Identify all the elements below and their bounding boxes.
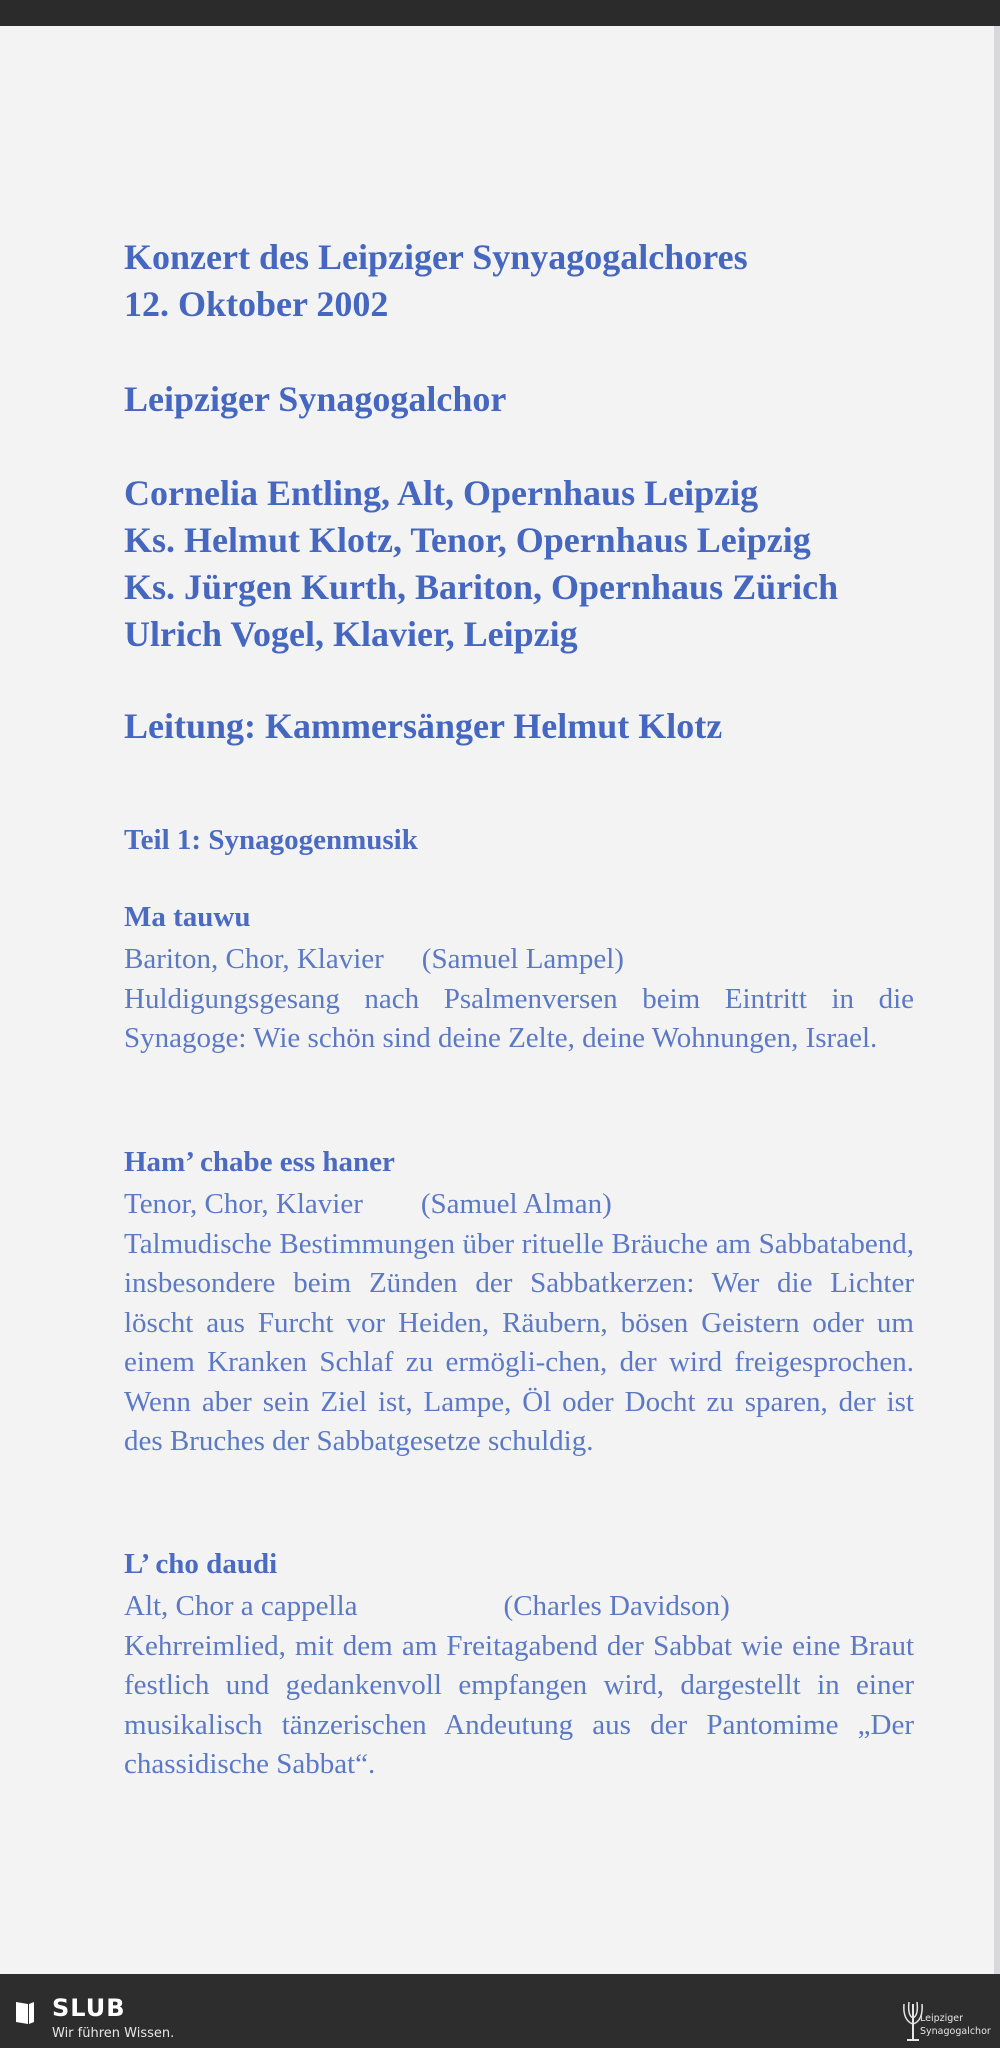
piece-entry bbox=[124, 1143, 914, 1462]
part-title: Teil 1: Synagogenmusik bbox=[124, 824, 418, 856]
piece-title: Ma tauwu bbox=[124, 901, 251, 933]
piece-composer: (Samuel Alman) bbox=[420, 1188, 612, 1220]
concert-title: Konzert des Leipziger Synyagogalchores bbox=[124, 237, 748, 277]
concert-date: 12. Oktober 2002 bbox=[124, 284, 389, 324]
library-tagline: Wir führen Wissen. bbox=[52, 2026, 175, 2041]
piece-description: Huldigungsgesang nach Psalmenversen beim Eintritt in die Synagoge: Wie schön sind deine Zelte, deine Wohnungen, Israel. bbox=[124, 982, 914, 1054]
piece-scoring: Bariton, Chor, Klavier bbox=[124, 943, 384, 975]
direction-line: Leitung: Kammersänger Helmut Klotz bbox=[124, 706, 723, 746]
piece-description: Kehrreimlied, mit dem am Freitagabend der Sabbat wie eine Braut festlich und gedankenvoll empfangen wird, dargestellt in einer musikalisch tänzerischen Andeutung aus der Pantomime „Der chassidische Sabbat“. bbox=[124, 1629, 914, 1780]
performer-item: Ks. Jürgen Kurth, Bariton, Opernhaus Zürich bbox=[124, 567, 839, 607]
slub-book-icon[interactable] bbox=[14, 2000, 36, 2026]
piece-title: Ham’ chabe ess haner bbox=[124, 1146, 395, 1178]
performer-item: Ulrich Vogel, Klavier, Leipzig bbox=[124, 614, 578, 654]
part-heading-block bbox=[124, 821, 914, 859]
partner-name bbox=[920, 2012, 996, 2038]
piece-credits bbox=[124, 940, 914, 980]
partner-line-1: Leipziger bbox=[920, 2013, 964, 2024]
ensemble-block bbox=[124, 376, 914, 423]
concert-header bbox=[124, 234, 914, 328]
piece-scoring: Tenor, Chor, Klavier bbox=[124, 1188, 363, 1220]
piece-credits bbox=[124, 1587, 914, 1627]
piece-title: L’ cho daudi bbox=[124, 1548, 278, 1580]
performers-list bbox=[124, 470, 914, 658]
library-name[interactable]: SLUB bbox=[52, 1994, 126, 2022]
piece-description: Talmudische Bestimmungen über rituelle Bräuche am Sabbatabend, insbesondere beim Zünden der Sabbatkerzen: Wer die Lichter löscht aus Furcht vor Heiden, Räubern, bösen Geistern oder um einem Kranken Schlaf zu ermögli-chen, der wird freigesprochen. Wenn aber sein Ziel ist, Lampe, Öl oder Docht zu sparen, der ist des Bruches der Sabbatgesetze schuldig. bbox=[124, 1227, 914, 1457]
piece-scoring: Alt, Chor a cappella bbox=[124, 1590, 358, 1622]
piece-composer: (Samuel Lampel) bbox=[421, 943, 624, 975]
page-edge-shadow bbox=[994, 26, 1000, 1974]
piece-credits bbox=[124, 1185, 914, 1225]
piece-entry bbox=[124, 1545, 914, 1785]
direction-block bbox=[124, 703, 914, 750]
footer-bar bbox=[0, 1974, 1000, 2048]
performer-item: Cornelia Entling, Alt, Opernhaus Leipzig bbox=[124, 473, 759, 513]
piece-entry bbox=[124, 898, 914, 1059]
piece-composer: (Charles Davidson) bbox=[503, 1590, 730, 1622]
ensemble-name: Leipziger Synagogalchor bbox=[124, 379, 507, 419]
partner-line-2: Synagogalchor bbox=[920, 2026, 991, 2037]
performer-item: Ks. Helmut Klotz, Tenor, Opernhaus Leipzig bbox=[124, 520, 811, 560]
viewer-top-bar bbox=[0, 0, 1000, 26]
